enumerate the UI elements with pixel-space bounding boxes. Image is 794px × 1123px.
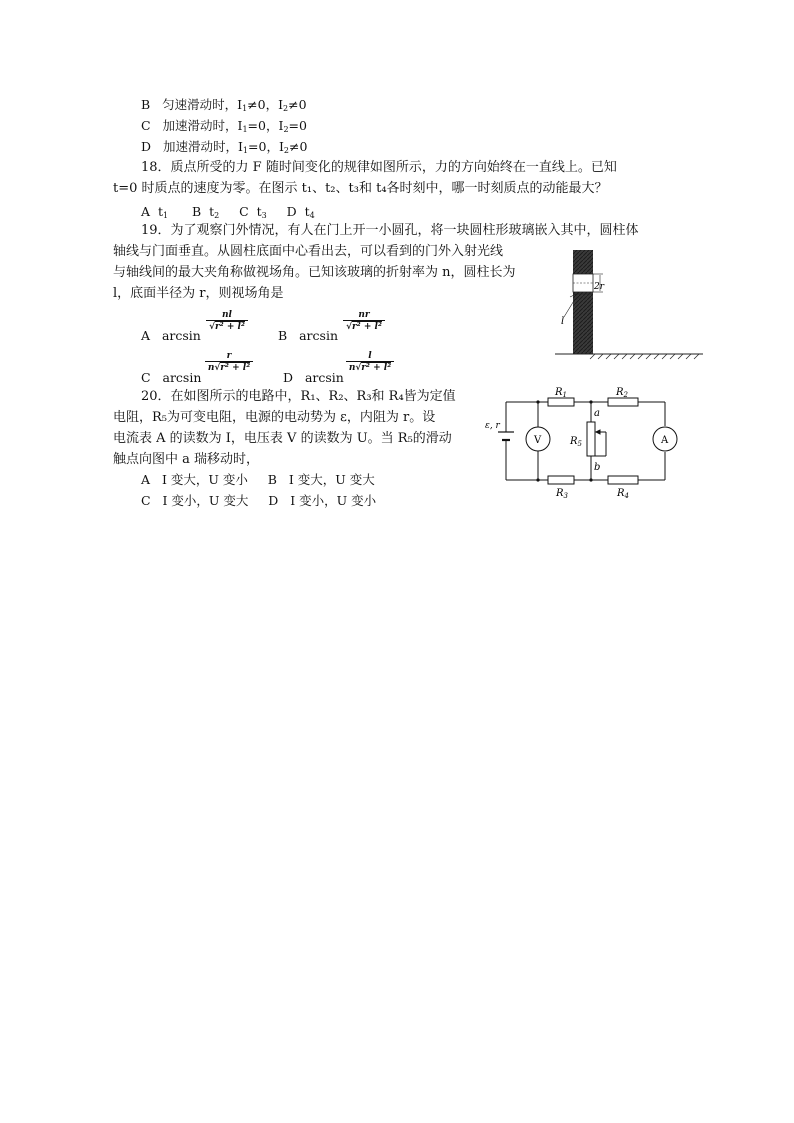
q18-options: A $t_1$ B $t_2$ C $t_3$ D $t_4$	[141, 204, 315, 220]
q19-option-c-fraction: $\frac{r}{\text{n√r² + l²}}$	[205, 351, 253, 373]
q17-option-b: B 匀速滑动时，$I_1\ne 0$，$I_2\ne 0$	[141, 97, 307, 113]
resistor-r2	[608, 398, 638, 406]
q19-option-b: B arcsin	[278, 328, 339, 343]
q18-line-2: t=0 时质点的速度为零。在图示 t₁、t₂、t₃和 t₄各时刻中，哪一时刻质点的动能最大？	[113, 181, 608, 196]
resistor-r3	[548, 476, 574, 484]
r1-label: $R_1$	[555, 387, 567, 399]
q19-line-4: l，底面半径为 r，则视场角是	[113, 286, 284, 301]
door-section	[573, 250, 593, 354]
q20-line-1: 20．在如图所示的电路中，R₁、R₂、R₃和 R₄皆为定值	[141, 389, 456, 404]
emf-label: ε, r	[485, 421, 500, 431]
q17-option-c: C 加速滑动时，$I_1=0$，$I_2=0$	[141, 118, 307, 134]
terminal-a-label: a	[594, 408, 600, 419]
q20-options-ab: A I 变大，U 变小 B I 变大，U 变大	[141, 472, 375, 487]
q20-line-2: 电阻，R₅为可变电阻，电源的电动势为 ε，内阻为 r。设	[113, 410, 436, 425]
two-r-label: 2r	[594, 282, 605, 292]
r5-label: $R_5$	[570, 436, 582, 448]
l-label: l	[561, 316, 565, 327]
r2-label: $R_2$	[616, 387, 628, 399]
q20-line-3: 电流表 A 的读数为 I，电压表 V 的读数为 U。当 R₅的滑动	[113, 431, 452, 446]
q19-option-d-fraction: $\frac{l}{\text{n√r² + l²}}$	[346, 351, 394, 373]
q19-option-d: D arcsin	[283, 370, 344, 385]
q19-line-1: 19．为了观察门外情况，有人在门上开一小圆孔，将一块圆柱形玻璃嵌入其中，圆柱体	[141, 223, 639, 238]
terminal-b-label: b	[594, 462, 601, 473]
q19-option-a-fraction: $\frac{nl}{\text{√r² + l²}}$	[206, 310, 248, 332]
voltmeter-label: V	[534, 435, 542, 446]
q17-option-d: D 加速滑动时，$I_1=0$，$I_2\ne 0$	[141, 139, 308, 155]
glass-cylinder	[573, 274, 593, 292]
variable-resistor-r5	[587, 422, 595, 456]
ammeter-label: A	[661, 435, 669, 446]
q19-line-3: 与轴线间的最大夹角称做视场角。已知该玻璃的折射率为 n，圆柱长为	[113, 265, 516, 280]
r4-label: $R_4$	[617, 488, 629, 500]
resistor-r4	[608, 476, 638, 484]
resistor-r1	[548, 398, 574, 406]
q18-line-1: 18．质点所受的力 F 随时间变化的规律如图所示，力的方向始终在一直线上。已知	[141, 160, 617, 175]
r3-label: $R_3$	[556, 488, 568, 500]
q19-door-figure	[555, 244, 705, 360]
q19-line-2: 轴线与门面垂直。从圆柱底面中心看出去，可以看到的门外入射光线	[113, 244, 504, 259]
q20-options-cd: C I 变小，U 变大 D I 变小，U 变小	[141, 493, 377, 508]
q19-option-a: A arcsin	[141, 328, 201, 343]
q19-option-c: C arcsin	[141, 370, 202, 385]
q20-line-4: 触点向图中 a 瑞移动时，	[113, 452, 260, 467]
q20-circuit-diagram	[484, 384, 690, 500]
q19-option-b-fraction: $\frac{nr}{\text{√r² + l²}}$	[343, 310, 385, 332]
